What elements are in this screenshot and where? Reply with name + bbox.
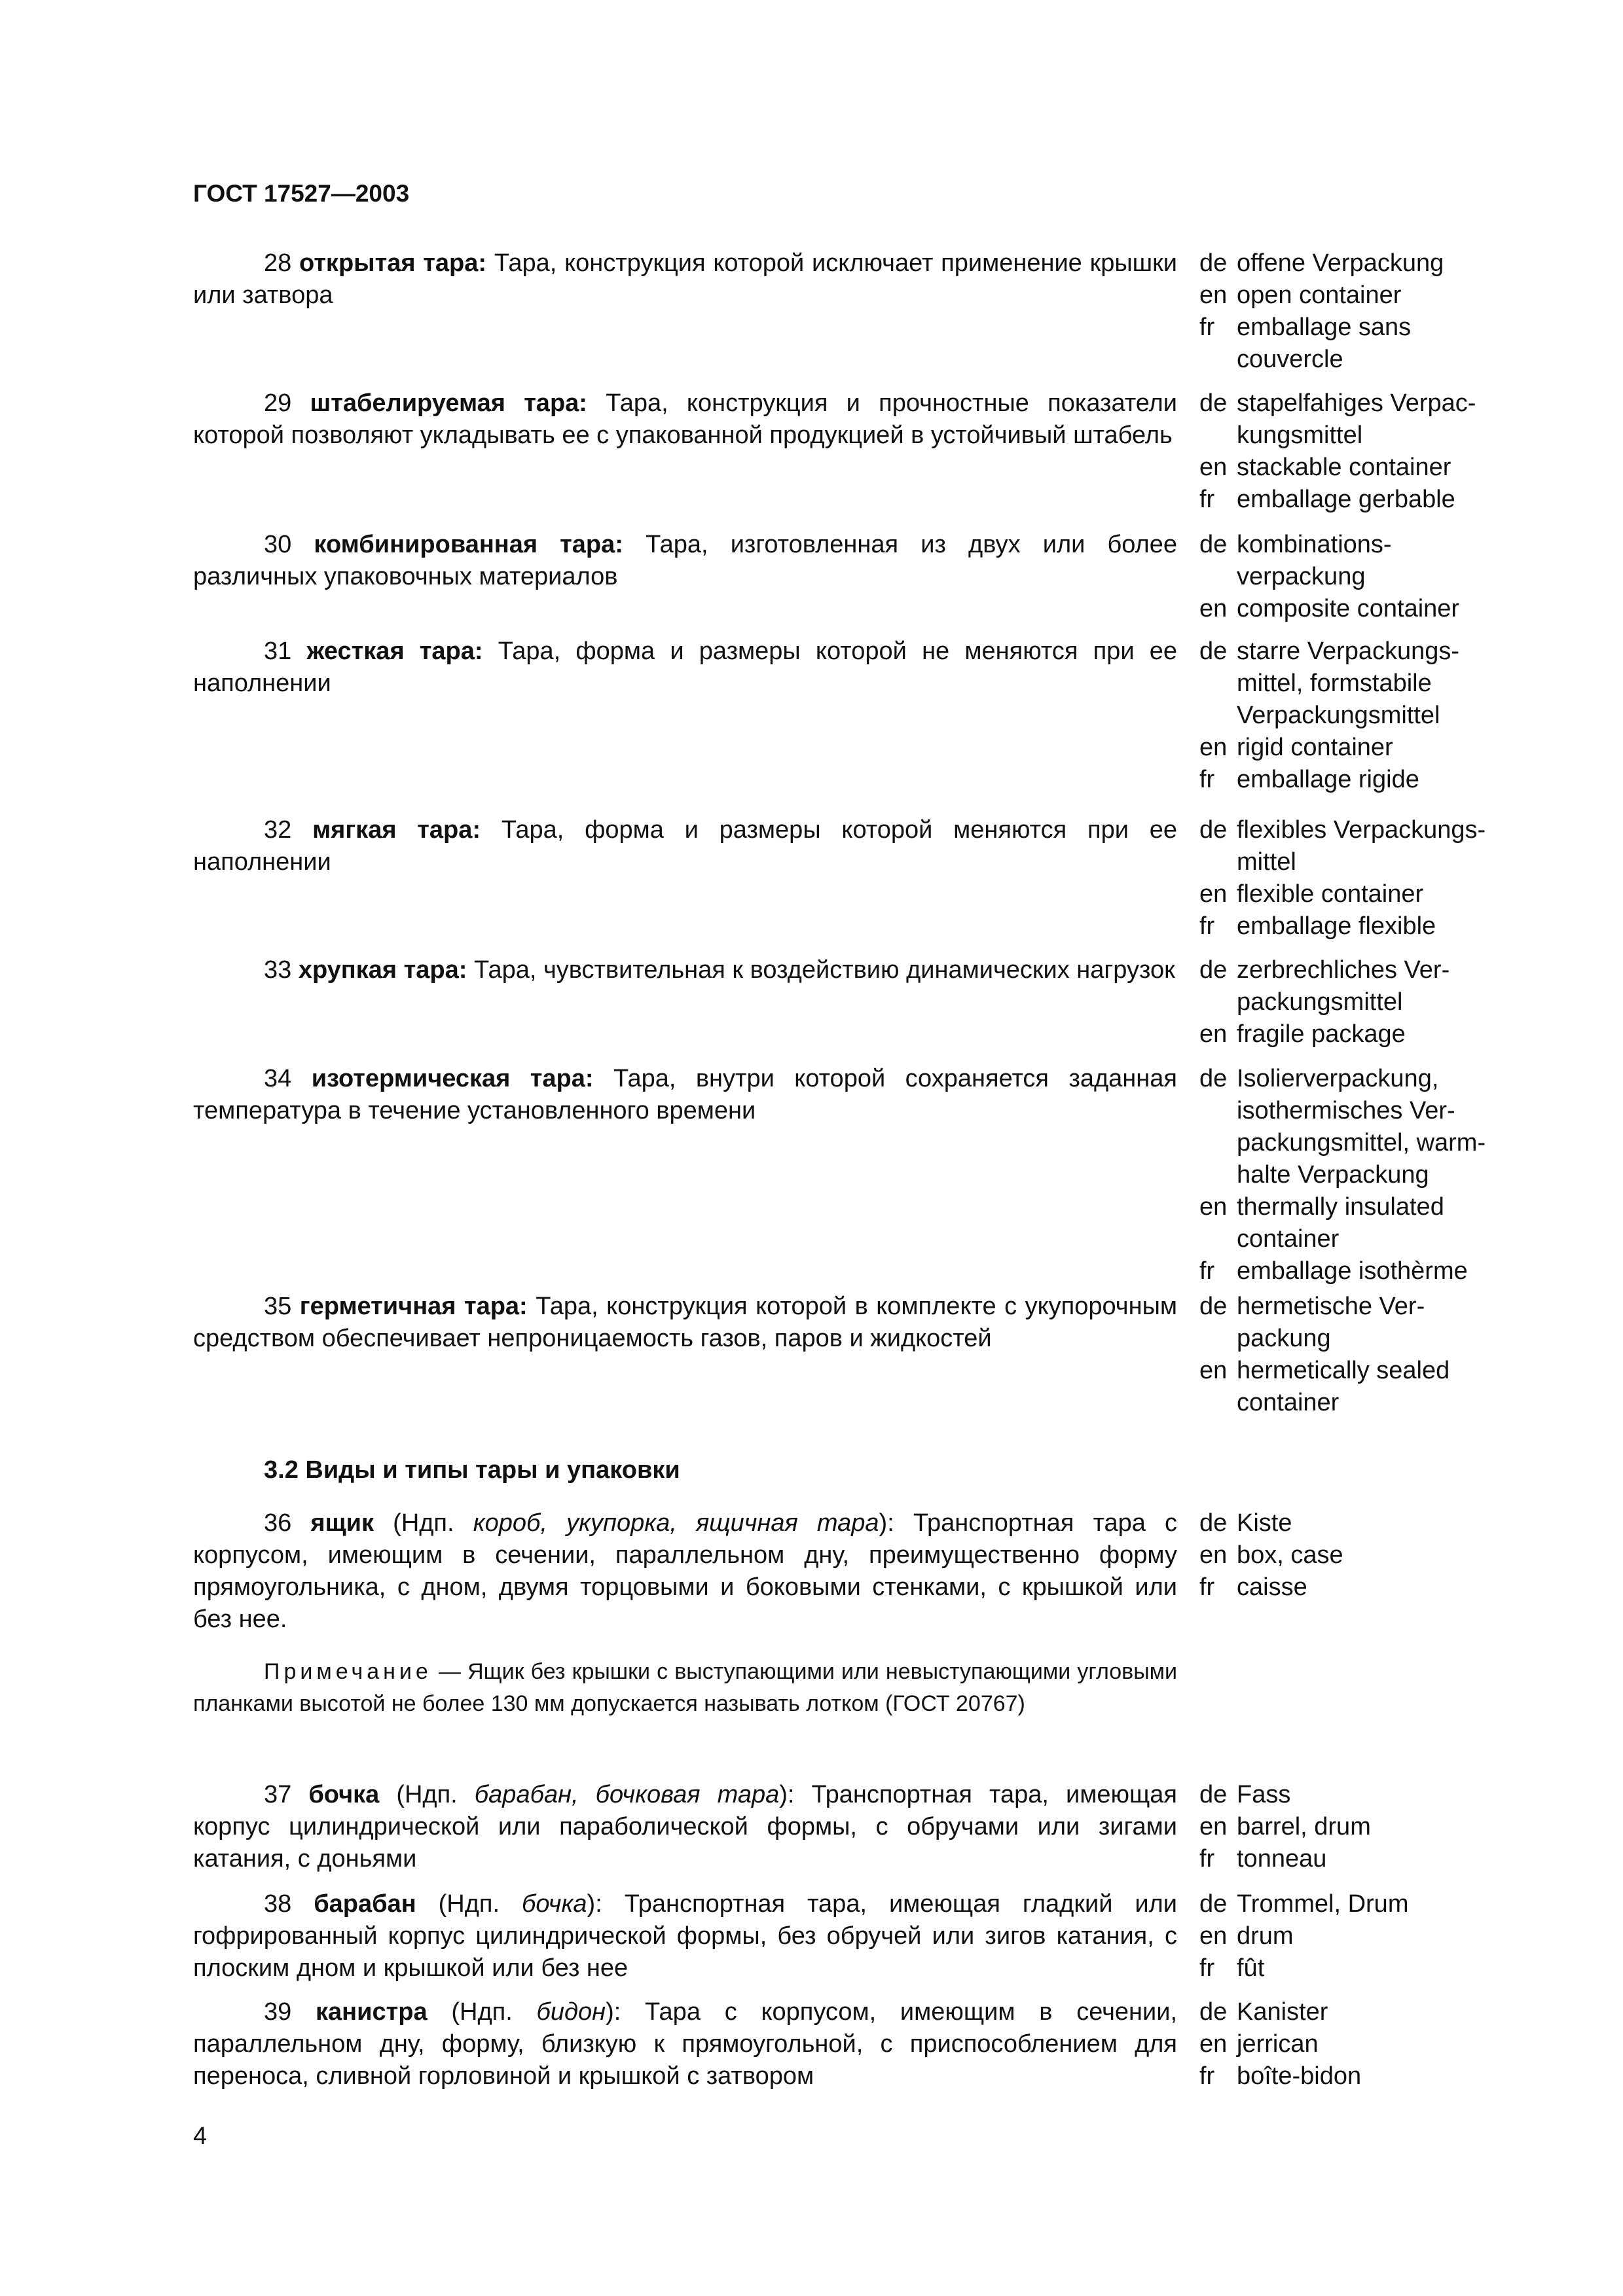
equivalent-term: fragile package xyxy=(1237,1020,1406,1048)
equivalent-line: fr boîte-bidon xyxy=(1199,2060,1361,2092)
term-number: 32 xyxy=(264,816,313,844)
foreign-equivalents xyxy=(1199,636,1459,796)
equivalent-term: couvercle xyxy=(1237,346,1343,373)
equivalent-term: packungsmittel xyxy=(1237,988,1403,1016)
equivalent-line: de starre Verpackungs- xyxy=(1199,636,1459,668)
equivalent-term: stapelfahiges Verpac- xyxy=(1237,389,1476,417)
note-text: — Ящик без крышки с выступающими или невыступающими угловыми планками высотой не более 130 мм допускается называть лотком (ГОСТ 20767) xyxy=(193,1659,1177,1716)
foreign-equivalents xyxy=(1199,1507,1343,1604)
definition-prefix: (Ндп. xyxy=(416,1890,522,1918)
equivalent-line: fr emballage isothèrme xyxy=(1199,1255,1486,1287)
term-definition xyxy=(193,814,1177,878)
equivalent-line xyxy=(1199,1127,1486,1159)
equivalent-term: mittel xyxy=(1237,848,1296,876)
equivalent-term: container xyxy=(1237,1389,1340,1416)
deprecated-synonyms: короб, укупорка, ящичная тара xyxy=(473,1509,879,1537)
foreign-equivalents xyxy=(1199,814,1486,942)
equivalent-line: en hermetically sealed xyxy=(1199,1355,1450,1387)
term-number: 36 xyxy=(264,1509,311,1537)
equivalent-term: Trommel, Drum xyxy=(1237,1890,1409,1918)
equivalent-line: fr emballage flexible xyxy=(1199,910,1486,942)
equivalent-term: Verpackungsmittel xyxy=(1237,702,1440,729)
equivalent-term: jerrican xyxy=(1237,2030,1319,2058)
definition-text: Тара, чувствительная к воздействию динамических нагрузок xyxy=(467,956,1175,984)
equivalent-line xyxy=(1199,986,1450,1018)
equivalent-term: halte Verpackung xyxy=(1237,1161,1429,1189)
equivalent-term: boîte-bidon xyxy=(1237,2062,1362,2090)
term-definition xyxy=(193,636,1177,700)
term-definition xyxy=(193,387,1177,452)
term-name: изотермическая тара: xyxy=(311,1065,594,1092)
equivalent-term: emballage rigide xyxy=(1237,766,1419,793)
term-definition xyxy=(193,1888,1177,1984)
equivalent-line: de offene Verpackung xyxy=(1199,247,1444,279)
equivalent-line: fr emballage rigide xyxy=(1199,764,1459,796)
definition-text: Тара, изготовленная из двух или более различных упаковочных материалов xyxy=(193,531,1177,590)
equivalent-term: flexible container xyxy=(1237,880,1424,908)
term-definition xyxy=(193,954,1177,986)
term-number: 37 xyxy=(264,1781,309,1808)
definition-text: ): Транспортная тара, имеющая корпус цилиндрической или параболической формы, с обручами или зигами катания, с доньями xyxy=(193,1781,1177,1873)
note-label: Примечание xyxy=(264,1659,432,1684)
term-number: 38 xyxy=(264,1890,314,1918)
note xyxy=(193,1656,1177,1720)
equivalent-line: fr fût xyxy=(1199,1952,1408,1984)
equivalent-term: hermetische Ver- xyxy=(1237,1293,1425,1320)
page-number: 4 xyxy=(193,2123,208,2150)
term-name: герметичная тара: xyxy=(299,1293,528,1320)
term-definition xyxy=(193,1996,1177,2092)
equivalent-term: Kiste xyxy=(1237,1509,1292,1537)
equivalent-line: fr emballage gerbable xyxy=(1199,484,1476,516)
equivalent-term: emballage flexible xyxy=(1237,912,1436,940)
term-name: жесткая тара: xyxy=(306,637,483,665)
term-name: ящик xyxy=(310,1509,374,1537)
equivalent-term: verpackung xyxy=(1237,563,1366,590)
definition-text: ): Транспортная тара, имеющая гладкий или гофрированный корпус цилиндрической формы, без обручей или зигов катания, с плоским дном и крышкой или без нее xyxy=(193,1890,1177,1982)
term-number: 34 xyxy=(264,1065,312,1092)
equivalent-term: kombinations- xyxy=(1237,531,1392,558)
equivalent-term: emballage isothèrme xyxy=(1237,1257,1468,1285)
equivalent-line: en drum xyxy=(1199,1920,1408,1952)
equivalent-line: fr emballage sans xyxy=(1199,312,1444,344)
equivalent-line: de Kanister xyxy=(1199,1996,1361,2028)
equivalent-line xyxy=(1199,846,1486,878)
equivalent-line: en jerrican xyxy=(1199,2028,1361,2060)
definition-text: Тара, форма и размеры которой не меняются при ее наполнении xyxy=(193,637,1178,697)
equivalent-line: de Trommel, Drum xyxy=(1199,1888,1408,1920)
term-definition xyxy=(193,1507,1177,1636)
equivalent-term: box, case xyxy=(1237,1541,1343,1569)
deprecated-synonyms: барабан, бочковая тара xyxy=(474,1781,780,1808)
term-name: комбинированная тара: xyxy=(314,531,623,558)
term-name: штабелируемая тара: xyxy=(310,389,587,417)
equivalent-line xyxy=(1199,1223,1486,1255)
equivalent-line: en rigid container xyxy=(1199,732,1459,764)
equivalent-term: container xyxy=(1237,1225,1340,1253)
equivalent-line: de Kiste xyxy=(1199,1507,1343,1539)
definition-prefix: (Ндп. xyxy=(427,1998,537,2026)
equivalent-line: de hermetische Ver- xyxy=(1199,1291,1450,1323)
foreign-equivalents xyxy=(1199,1291,1450,1419)
term-number: 39 xyxy=(264,1998,316,2026)
deprecated-synonyms: бидон xyxy=(536,1998,606,2026)
equivalent-line: de kombinations- xyxy=(1199,529,1459,561)
equivalent-term: stackable container xyxy=(1237,454,1451,481)
equivalent-line: en composite container xyxy=(1199,593,1459,625)
term-definition xyxy=(193,1291,1177,1355)
equivalent-line xyxy=(1199,700,1459,732)
definition-text: Тара, форма и размеры которой меняются при ее наполнении xyxy=(193,816,1177,876)
equivalent-line: de flexibles Verpackungs- xyxy=(1199,814,1486,846)
deprecated-synonyms: бочка xyxy=(522,1890,587,1918)
equivalent-line: en fragile package xyxy=(1199,1018,1450,1050)
definition-text: Тара, внутри которой сохраняется заданная температура в течение установленного времени xyxy=(193,1065,1177,1124)
equivalent-line: fr tonneau xyxy=(1199,1843,1371,1875)
definition-text: ): Транспортная тара с корпусом, имеющим в сечении, параллельном дну, преимущественно форму прямоугольника, с дном, двумя торцовыми и боковыми стенками, с крышкой или без нее. xyxy=(193,1509,1177,1633)
equivalent-term: packung xyxy=(1237,1325,1331,1352)
term-definition xyxy=(193,1063,1177,1127)
term-number: 31 xyxy=(264,637,307,665)
equivalent-line xyxy=(1199,344,1444,376)
equivalent-term: drum xyxy=(1237,1922,1294,1950)
equivalent-line: fr caisse xyxy=(1199,1571,1343,1604)
equivalent-term: tonneau xyxy=(1237,1845,1327,1873)
term-name: барабан xyxy=(314,1890,416,1918)
equivalent-term: packungsmittel, warm- xyxy=(1237,1129,1486,1157)
definition-prefix: (Ндп. xyxy=(379,1781,475,1808)
equivalent-line: en thermally insulated xyxy=(1199,1191,1486,1223)
equivalent-line xyxy=(1199,1387,1450,1419)
term-name: хрупкая тара: xyxy=(298,956,467,984)
term-number: 35 xyxy=(264,1293,300,1320)
equivalent-term: rigid container xyxy=(1237,734,1393,761)
equivalent-term: emballage gerbable xyxy=(1237,486,1455,513)
equivalent-term: hermetically sealed xyxy=(1237,1357,1450,1384)
equivalent-term: caisse xyxy=(1237,1573,1307,1601)
foreign-equivalents xyxy=(1199,1779,1371,1875)
equivalent-term: Kanister xyxy=(1237,1998,1328,2026)
equivalent-term: Fass xyxy=(1237,1781,1291,1808)
equivalent-line xyxy=(1199,1323,1450,1355)
equivalent-term: flexibles Verpackungs- xyxy=(1237,816,1486,844)
foreign-equivalents xyxy=(1199,1888,1408,1984)
definition-text: Тара, конструкция которой в комплекте с укупорочным средством обеспечивает непроницаемость газов, паров и жидкостей xyxy=(193,1293,1178,1352)
term-definition xyxy=(193,247,1177,312)
term-definition xyxy=(193,529,1177,593)
term-number: 28 xyxy=(264,249,300,277)
foreign-equivalents xyxy=(1199,387,1476,516)
equivalent-line xyxy=(1199,561,1459,593)
foreign-equivalents xyxy=(1199,247,1444,376)
term-name: канистра xyxy=(316,1998,428,2026)
equivalent-line: en flexible container xyxy=(1199,878,1486,910)
equivalent-line xyxy=(1199,420,1476,452)
equivalent-line xyxy=(1199,1095,1486,1127)
foreign-equivalents xyxy=(1199,1063,1486,1287)
equivalent-term: offene Verpackung xyxy=(1237,249,1444,277)
equivalent-term: zerbrechliches Ver- xyxy=(1237,956,1450,984)
term-number: 30 xyxy=(264,531,314,558)
equivalent-line xyxy=(1199,668,1459,700)
equivalent-line: en barrel, drum xyxy=(1199,1811,1371,1843)
equivalent-term: emballage sans xyxy=(1237,314,1412,341)
equivalent-term: open container xyxy=(1237,281,1402,309)
term-name: бочка xyxy=(308,1781,380,1808)
definition-text: Тара, конструкция которой исключает применение крышки или затвора xyxy=(193,249,1177,309)
equivalent-line: de zerbrechliches Ver- xyxy=(1199,954,1450,986)
equivalent-line: en box, case xyxy=(1199,1539,1343,1571)
equivalent-line: de Isolierverpackung, xyxy=(1199,1063,1486,1095)
equivalent-term: starre Verpackungs- xyxy=(1237,637,1460,665)
foreign-equivalents xyxy=(1199,529,1459,625)
equivalent-term: isothermisches Ver- xyxy=(1237,1097,1455,1124)
equivalent-term: kungsmittel xyxy=(1237,422,1363,449)
term-number: 33 xyxy=(264,956,299,984)
definition-text: ): Тара с корпусом, имеющим в сечении, параллельном дну, форму, близкую к прямоугольной, с приспособлением для переноса, сливной горловиной и крышкой с затвором xyxy=(193,1998,1178,2090)
equivalent-term: composite container xyxy=(1237,595,1460,622)
equivalent-term: Isolierverpackung, xyxy=(1237,1065,1439,1092)
foreign-equivalents xyxy=(1199,954,1450,1050)
definition-prefix: (Ндп. xyxy=(374,1509,473,1537)
equivalent-line: en open container xyxy=(1199,279,1444,312)
term-number: 29 xyxy=(264,389,310,417)
equivalent-term: fût xyxy=(1237,1954,1265,1982)
section-heading: 3.2 Виды и типы тары и упаковки xyxy=(264,1456,680,1484)
equivalent-line: en stackable container xyxy=(1199,452,1476,484)
term-name: открытая тара: xyxy=(299,249,487,277)
equivalent-line xyxy=(1199,1159,1486,1191)
term-definition xyxy=(193,1779,1177,1875)
equivalent-term: thermally insulated xyxy=(1237,1193,1444,1221)
equivalent-term: barrel, drum xyxy=(1237,1813,1371,1840)
definition-text: Тара, конструкция и прочностные показатели которой позволяют укладывать ее с упакованной продукцией в устойчивый штабель xyxy=(193,389,1178,449)
equivalent-line: de stapelfahiges Verpac- xyxy=(1199,387,1476,420)
foreign-equivalents xyxy=(1199,1996,1361,2092)
term-name: мягкая тара: xyxy=(312,816,481,844)
document-code: ГОСТ 17527—2003 xyxy=(193,180,410,207)
equivalent-line: de Fass xyxy=(1199,1779,1371,1811)
equivalent-term: mittel, formstabile xyxy=(1237,670,1432,697)
